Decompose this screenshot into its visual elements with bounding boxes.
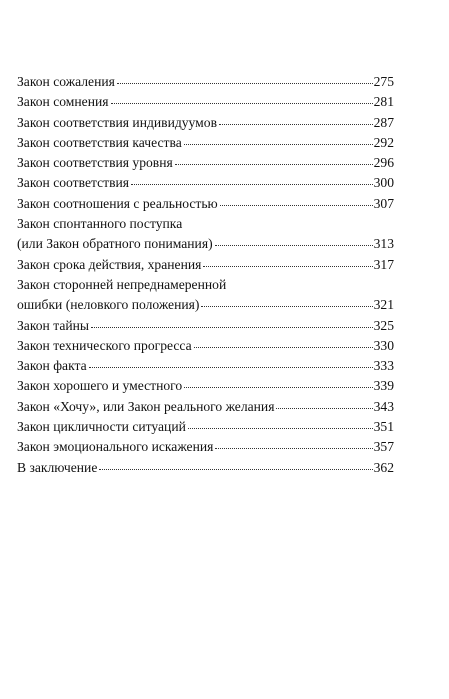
toc-entry [17, 92, 394, 112]
toc-entry-line [17, 234, 394, 254]
toc-page-number: 313 [373, 236, 394, 252]
dot-leader [175, 164, 373, 165]
toc-entry-title: Закон соответствия [17, 175, 130, 191]
toc-entry-title: Закон срока действия, хранения [17, 256, 202, 272]
toc-entry-line [17, 316, 394, 336]
toc-entry-line [17, 397, 394, 417]
toc-page-number: 351 [373, 419, 394, 435]
toc-entry [17, 397, 394, 417]
toc-entry-title: Закон цикличности ситуаций [17, 419, 186, 435]
toc-entry-title: Закон соответствия индивидуумов [17, 114, 217, 130]
toc-entry-line [17, 153, 394, 173]
toc-entry-title: ошибки (неловкого положения) [17, 297, 200, 313]
toc-page-number: 343 [373, 398, 394, 414]
toc-entry-line [17, 72, 394, 92]
dot-leader [188, 428, 373, 429]
toc-entry-line [17, 255, 394, 275]
toc-page-number: 317 [373, 256, 394, 272]
toc-entry-line [17, 417, 394, 437]
toc-page-number: 300 [373, 175, 394, 191]
toc-entry-title: Закон технического прогресса [17, 337, 192, 353]
toc-entry-line [17, 194, 394, 214]
toc-entry [17, 173, 394, 193]
toc-page-number: 330 [373, 337, 394, 353]
toc-entry-line [17, 113, 394, 133]
toc-page-number: 357 [373, 439, 394, 455]
toc-entry [17, 194, 394, 214]
toc-entry-line [17, 92, 394, 112]
toc-entry [17, 275, 394, 316]
toc-entry-line-continued [17, 275, 394, 295]
toc-entry-title: Закон сожаления [17, 74, 115, 89]
dot-leader [99, 469, 372, 470]
toc-entry [17, 376, 394, 396]
toc-entry-line [17, 437, 394, 457]
dot-leader [117, 83, 373, 84]
toc-entry-title: Закон факта [17, 358, 87, 374]
toc-entry [17, 133, 394, 153]
toc-entry-title: Закон «Хочу», или Закон реального желания [17, 398, 275, 414]
toc-entry [17, 458, 394, 478]
dot-leader [89, 367, 373, 368]
toc-page-number: 281 [373, 94, 394, 110]
toc-entry-title: Закон сторонней непреднамеренной [17, 276, 227, 292]
dot-leader [184, 144, 373, 145]
toc-entry-title: Закон соответствия качества [17, 134, 182, 150]
dot-leader [194, 347, 373, 348]
toc-page-number: 362 [373, 459, 394, 475]
toc-page-number: 287 [373, 114, 394, 130]
toc-entry-title: Закон соотношения с реальностью [17, 195, 218, 211]
dot-leader [131, 184, 373, 185]
toc-entry-line-continued [17, 214, 394, 234]
dot-leader [215, 245, 373, 246]
toc-entry-title: Закон тайны [17, 317, 90, 333]
toc-entry [17, 153, 394, 173]
dot-leader [276, 408, 372, 409]
toc-page-number: 333 [373, 358, 394, 374]
dot-leader [203, 266, 372, 267]
dot-leader [184, 387, 372, 388]
table-of-contents [17, 72, 394, 478]
dot-leader [91, 327, 373, 328]
dot-leader [111, 103, 373, 104]
toc-entry-title: Закон хорошего и уместного [17, 378, 183, 394]
toc-entry-line [17, 458, 394, 478]
toc-entry-title: Закон спонтанного поступка [17, 216, 183, 232]
toc-entry-line [17, 295, 394, 315]
toc-entry-line [17, 173, 394, 193]
dot-leader [215, 448, 372, 449]
toc-page-number: 339 [373, 378, 394, 394]
toc-entry [17, 356, 394, 376]
dot-leader [201, 306, 372, 307]
toc-entry [17, 72, 394, 92]
toc-page-number: 321 [373, 297, 394, 313]
toc-entry-line [17, 133, 394, 153]
toc-entry [17, 417, 394, 437]
toc-entry-line [17, 356, 394, 376]
toc-entry-title: Закон эмоционального искажения [17, 439, 214, 455]
toc-page-number: 307 [373, 195, 394, 211]
toc-entry-title: В заключение [17, 459, 98, 475]
toc-entry [17, 336, 394, 356]
toc-page-number: 275 [373, 74, 394, 89]
dot-leader [219, 124, 373, 125]
toc-page-number: 325 [373, 317, 394, 333]
toc-page-number: 292 [373, 134, 394, 150]
toc-page-number: 296 [373, 155, 394, 171]
toc-entry [17, 437, 394, 457]
toc-entry-title: (или Закон обратного понимания) [17, 236, 213, 252]
toc-entry [17, 113, 394, 133]
dot-leader [220, 205, 373, 206]
toc-entry-line [17, 336, 394, 356]
toc-entry-title: Закон сомнения [17, 94, 109, 110]
toc-entry [17, 214, 394, 255]
toc-entry-title: Закон соответствия уровня [17, 155, 173, 171]
toc-entry-line [17, 376, 394, 396]
toc-entry [17, 316, 394, 336]
toc-entry [17, 255, 394, 275]
